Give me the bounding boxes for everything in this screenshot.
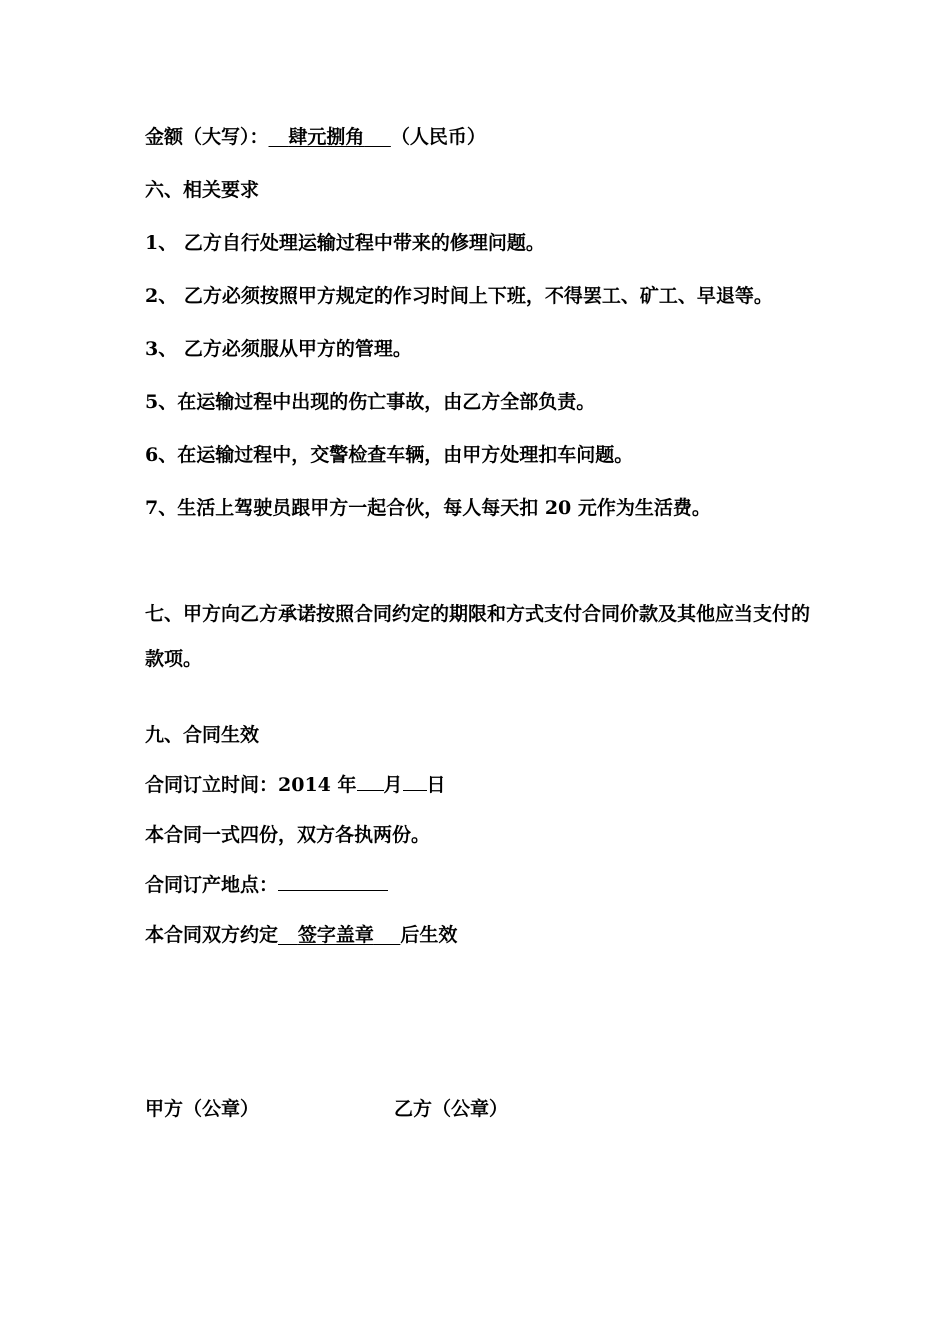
section7-line2: 款项。 <box>145 648 203 670</box>
amount-currency: （人民币） <box>390 126 486 148</box>
amount-value-field <box>269 126 391 148</box>
requirement-item: 6、在运输过程中，交警检查车辆，由甲方处理扣车问题。 <box>145 444 634 466</box>
effect-value: 签字盖章 <box>297 924 374 946</box>
section9-heading: 九、合同生效 <box>145 724 260 746</box>
contract-date-line <box>145 772 446 798</box>
requirement-item: 1、 乙方自行处理运输过程中带来的修理问题。 <box>145 232 545 254</box>
place-blank <box>278 872 388 891</box>
place-line <box>145 872 388 898</box>
amount-line <box>145 124 486 150</box>
effect-suffix: 后生效 <box>400 924 458 946</box>
requirement-item: 7、生活上驾驶员跟甲方一起合伙，每人每天扣 20 元作为生活费。 <box>145 497 711 519</box>
effect-value-field <box>278 924 400 946</box>
party-a-seal: 甲方（公章） <box>145 1098 260 1120</box>
copies-line: 本合同一式四份，双方各执两份。 <box>145 824 431 846</box>
party-b-seal: 乙方（公章） <box>394 1098 509 1120</box>
amount-value: 肆元捌角 <box>288 126 365 148</box>
requirement-item: 2、 乙方必须按照甲方规定的作习时间上下班，不得罢工、矿工、早退等。 <box>145 285 773 307</box>
place-label: 合同订产地点： <box>145 874 279 896</box>
requirement-item: 5、在运输过程中出现的伤亡事故，由乙方全部负责。 <box>145 391 596 413</box>
section7-line1: 七、甲方向乙方承诺按照合同约定的期限和方式支付合同价款及其他应当支付的 <box>145 603 811 625</box>
requirement-item: 3、 乙方必须服从甲方的管理。 <box>145 338 412 360</box>
contract-date-prefix: 合同订立时间：2014 年 <box>145 774 357 796</box>
effect-line <box>145 922 457 948</box>
month-blank <box>357 772 384 791</box>
effect-prefix: 本合同双方约定 <box>145 924 279 946</box>
contract-date-day: 日 <box>426 774 446 796</box>
section6-heading: 六、相关要求 <box>145 179 260 201</box>
contract-date-month: 月 <box>383 774 403 796</box>
amount-label: 金额（大写）： <box>145 126 269 148</box>
day-blank <box>403 772 427 791</box>
